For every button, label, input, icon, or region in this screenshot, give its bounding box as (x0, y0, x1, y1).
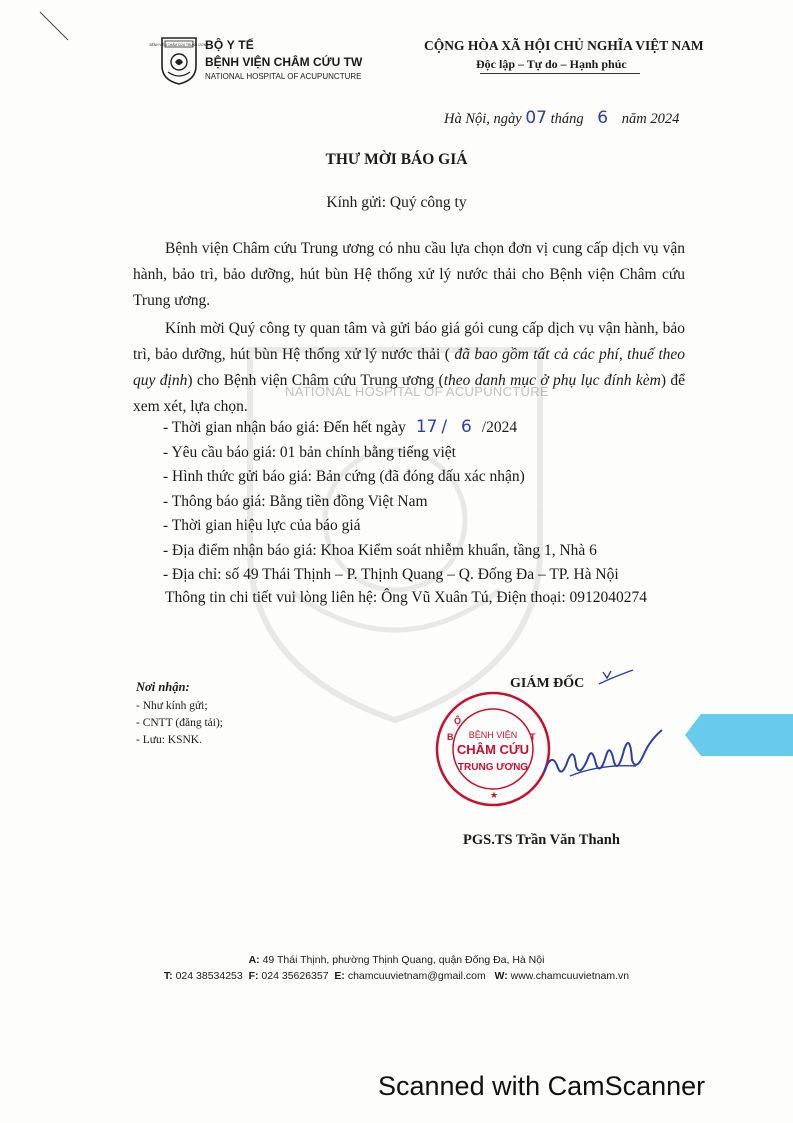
list-item: - Lưu: KSNK. (136, 734, 202, 746)
motto-underline (480, 73, 640, 74)
footer-address: 49 Thái Thịnh, phường Thịnh Quang, quận Đống Đa, Hà Nội (262, 954, 545, 966)
org-ministry: BỘ Y TẾ (205, 38, 254, 52)
date-month: 6 (597, 108, 609, 128)
svg-text:Ộ: Ộ (454, 716, 462, 726)
footer-contact (0, 952, 793, 984)
list-item: - Địa điểm nhận báo giá: Khoa Kiểm soát nhiễm khuẩn, tầng 1, Nhà 6 (163, 541, 597, 559)
hospital-logo (149, 36, 209, 86)
list-item: - Thời gian hiệu lực của báo giá (163, 517, 361, 534)
stamp-line-1: BỆNH VIỆN (468, 730, 518, 740)
deadline-month: 6 (460, 417, 472, 437)
stamp-line-3: TRUNG ƯƠNG (457, 762, 529, 773)
deadline-year: /2024 (481, 419, 518, 436)
footer-contact-line: T: 024 38534253 F: 024 35626357 E: chamcuuvietnam@gmail.com W: www.chamcuuvietnam.vn (163, 970, 630, 982)
scan-corner-mark (38, 10, 70, 42)
deadline-sep: / (441, 417, 448, 437)
camscanner-watermark: Scanned with CamScanner (378, 1071, 706, 1101)
svg-text:★: ★ (490, 790, 499, 800)
contact-info: Thông tin chi tiết vui lòng liên hệ: Ông Vũ Xuân Tú, Điện thoại: 0912040274 (165, 589, 648, 606)
footer-web: www.chamcuuvietnam.vn (510, 970, 630, 982)
recipients-list (136, 698, 223, 749)
footer-address-line: A: 49 Thái Thịnh, phường Thịnh Quang, quận Đống Đa, Hà Nội (248, 954, 545, 966)
list-item: - CNTT (đăng tải); (136, 717, 223, 729)
date-year: năm 2024 (621, 111, 680, 127)
motto: Độc lập – Tự do – Hạnh phúc (476, 57, 627, 71)
initial-mark (597, 668, 637, 690)
recipients-title: Nơi nhận: (136, 680, 190, 694)
deadline-day: 17 (415, 417, 438, 437)
signer-name: PGS.TS Trần Văn Thanh (463, 832, 620, 848)
nation-title: CỘNG HÒA XÃ HỘI CHỦ NGHĨA VIỆT NAM (424, 38, 704, 53)
list-item: - Địa chỉ: số 49 Thái Thịnh – P. Thịnh Quang – Q. Đống Đa – TP. Hà Nội (163, 566, 619, 583)
date-day: 07 (525, 108, 547, 128)
date-prefix: Hà Nội, ngày (444, 111, 522, 127)
paragraph-2: Kính mời Quý công ty quan tâm và gửi báo giá gói cung cấp dịch vụ vận hành, bảo trì, bảo dưỡng, hút bùn Hệ thống xử lý nước thải ( đã bao gồm tất cả các phí, thuế theo quy định) cho Bệnh viện Châm cứu Trung ương (theo danh mục ở phụ lục đính kèm) để xem xét, lựa chọn. (133, 320, 686, 415)
director-signature (540, 720, 670, 790)
greeting: Kính gửi: Quý công ty (326, 194, 467, 211)
svg-text:T: T (530, 732, 536, 742)
paragraph-1: Bệnh viện Châm cứu Trung ương có nhu cầu lựa chọn đơn vị cung cấp dịch vụ vận hành, bảo trì, bảo dưỡng, hút bùn Hệ thống xử lý nước thải cho Bệnh viện Châm cứu Trung ương. (133, 240, 685, 309)
footer-email: chamcuuvietnam@gmail.com (347, 970, 486, 982)
official-stamp (434, 690, 552, 808)
list-item: - Thông báo giá: Bằng tiền đồng Việt Nam (163, 492, 428, 510)
watermark-text: NATIONAL HOSPITAL OF ACUPUNCTURE (285, 384, 549, 399)
footer-phone: 024 38534253 (175, 970, 243, 982)
document-date (444, 108, 679, 128)
org-hospital: BỆNH VIỆN CHÂM CỨU TW (205, 55, 363, 69)
org-english: NATIONAL HOSPITAL OF ACUPUNCTURE (205, 72, 362, 81)
footer-fax: 024 35626357 (261, 970, 329, 982)
document-title: THƯ MỜI BÁO GIÁ (325, 151, 468, 168)
edge-tab-marker (683, 712, 793, 758)
director-title: GIÁM ĐỐC (510, 676, 585, 691)
requirement-list (163, 415, 619, 588)
list-item: - Yêu cầu báo giá: 01 bản chính bằng tiếng việt (163, 443, 456, 461)
list-item: - Hình thức gửi báo giá: Bản cứng (đã đóng dấu xác nhận) (163, 468, 525, 485)
svg-text:B: B (447, 732, 454, 742)
list-item: - Như kính gửi; (136, 700, 208, 712)
stamp-line-2: CHÂM CỨU (456, 742, 530, 757)
date-month-label: tháng (550, 111, 584, 127)
deadline-item: - Thời gian nhận báo giá: Đến hết ngày 17 / 6 /2024 (163, 417, 518, 437)
logo-small-text: BỆNH VIỆN CHÂM CỨU TRUNG ƯƠNG (149, 43, 209, 47)
